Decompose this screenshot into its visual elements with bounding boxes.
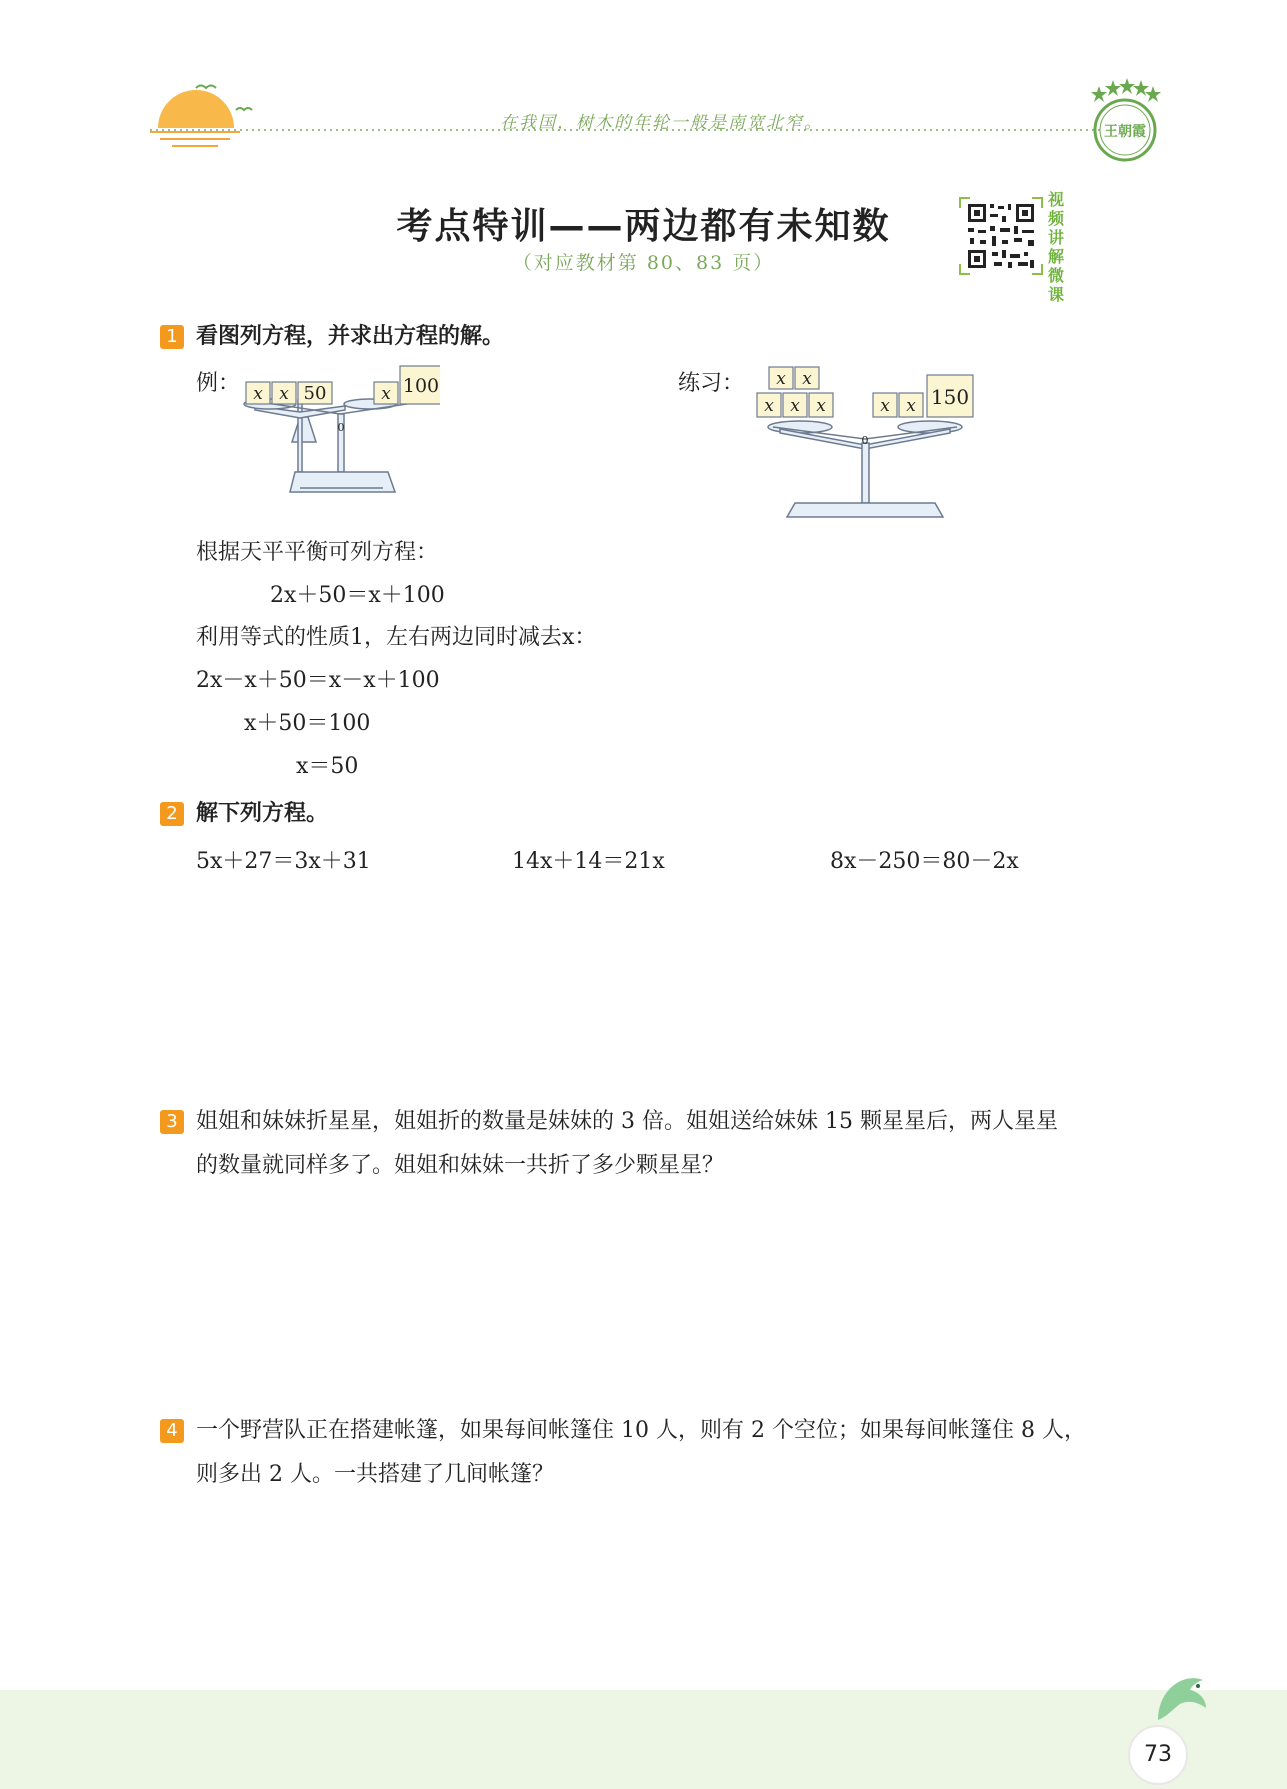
- page-number: 73: [1128, 1725, 1188, 1785]
- question-4-line-1: 一个野营队正在搭建帐篷，如果每间帐篷住 10 人，则有 2 个空位；如果每间帐篷住 8 人，: [196, 1418, 1086, 1443]
- practice-bottom-x3: x: [816, 396, 826, 416]
- example-label: 例：: [196, 371, 241, 396]
- solution-line-1: 根据天平平衡可列方程：: [196, 540, 439, 565]
- example-zero: 0: [337, 421, 345, 434]
- question-3-line-2: 的数量就同样多了。姐姐和妹妹一共折了多少颗星星？: [196, 1153, 725, 1178]
- practice-right-x1: x: [880, 396, 890, 416]
- solution-line-2: 2x＋50＝x＋100: [270, 583, 445, 608]
- solution-line-6: x＝50: [296, 754, 359, 779]
- header-tagline: 在我国，树木的年轮一般是南宽北窄。: [500, 113, 823, 133]
- practice-top-x2: x: [802, 369, 812, 389]
- solution-line-4: 2x－x＋50＝x－x＋100: [196, 668, 440, 693]
- example-block-100: 100: [402, 375, 440, 397]
- footer-band: [0, 1690, 1287, 1789]
- example-block-50: 50: [303, 383, 327, 404]
- qr-code-icon[interactable]: [958, 196, 1044, 276]
- brand-name: 王朝霞: [1104, 124, 1146, 140]
- practice-label: 练习：: [678, 371, 745, 396]
- question-4-number: 4: [160, 1419, 184, 1443]
- solution-line-5: x＋50＝100: [244, 711, 371, 736]
- practice-zero: 0: [861, 434, 869, 447]
- practice-bottom-x2: x: [790, 396, 800, 416]
- page-subtitle: （对应教材第 80、83 页）: [512, 252, 775, 274]
- question-2-number: 2: [160, 802, 184, 826]
- page-title: 考点特训——两边都有未知数: [396, 206, 891, 247]
- example-block-x1: x: [253, 384, 263, 404]
- practice-right-x2: x: [906, 396, 916, 416]
- question-3-line-1: 姐姐和妹妹折星星，姐姐折的数量是妹妹的 3 倍。姐姐送给妹妹 15 颗星星后，两人星星: [196, 1109, 1058, 1134]
- example-block-x2: x: [279, 384, 289, 404]
- brand-badge-icon: [1085, 78, 1165, 168]
- practice-block-150: 150: [930, 385, 970, 409]
- solution-line-3: 利用等式的性质1，左右两边同时减去x：: [196, 625, 597, 650]
- equation-1: 5x＋27＝3x＋31: [196, 849, 371, 874]
- question-1-number: 1: [160, 325, 184, 349]
- equation-2: 14x＋14＝21x: [512, 849, 665, 874]
- equation-3: 8x－250＝80－2x: [830, 849, 1019, 874]
- practice-bottom-x1: x: [764, 396, 774, 416]
- practice-top-x1: x: [776, 369, 786, 389]
- sun-icon: [150, 90, 240, 146]
- example-balance-scale: [240, 362, 440, 502]
- question-1-text: 看图列方程，并求出方程的解。: [196, 324, 505, 349]
- qr-label: 视频讲解微课: [1048, 190, 1065, 304]
- question-4-line-2: 则多出 2 人。一共搭建了几间帐篷？: [196, 1462, 554, 1487]
- practice-balance-scale: [755, 365, 985, 525]
- question-3-number: 3: [160, 1110, 184, 1134]
- example-block-x3: x: [381, 384, 391, 404]
- question-2-text: 解下列方程。: [196, 801, 329, 826]
